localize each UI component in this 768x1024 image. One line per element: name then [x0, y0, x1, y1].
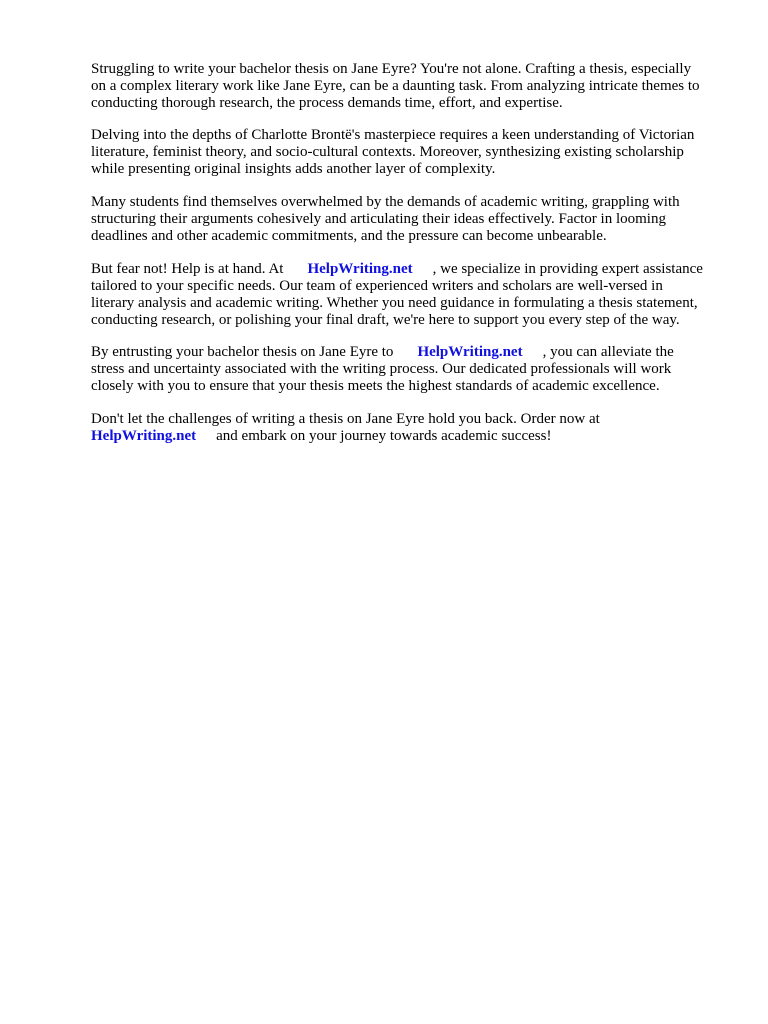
paragraph-help [91, 261, 741, 329]
text-line: closely with you to ensure that your thesis meets the highest standards of academic excellence. [91, 378, 660, 394]
text-line: literary analysis and academic writing. Whether you need guidance in formulating a thesis statement, [91, 295, 698, 311]
text-line: literature, feminist theory, and socio-cultural contexts. Moreover, synthesizing existing scholarship [91, 144, 684, 160]
text-line: conducting thorough research, the process demands time, effort, and expertise. [91, 95, 563, 111]
text-line: stress and uncertainty associated with the writing process. Our dedicated professionals will work [91, 361, 672, 377]
paragraph-intro [91, 61, 741, 112]
text-line: tailored to your specific needs. Our team of experienced writers and scholars are well-versed in [91, 278, 663, 294]
text-line: deadlines and other academic commitments, and the pressure can become unbearable. [91, 228, 607, 244]
text-line [91, 428, 741, 445]
text-line: Don't let the challenges of writing a thesis on Jane Eyre hold you back. Order now at [91, 411, 600, 427]
text-line: on a complex literary work like Jane Eyre, can be a daunting task. From analyzing intricate themes to [91, 78, 700, 94]
paragraph-overwhelmed [91, 194, 741, 245]
text-segment: , we specialize in providing expert assistance [432, 261, 703, 277]
paragraph-entrusting [91, 344, 741, 395]
text-line: structuring their arguments cohesively and articulating their ideas effectively. Factor in looming [91, 211, 666, 227]
text-line: Many students find themselves overwhelmed by the demands of academic writing, grappling with [91, 194, 680, 210]
paragraph-order-now [91, 411, 741, 445]
text-segment: But fear not! Help is at hand. At [91, 261, 284, 277]
text-segment: By entrusting your bachelor thesis on Jane Eyre to [91, 344, 394, 360]
text-line: while presenting original insights adds another layer of complexity. [91, 161, 496, 177]
paragraph-bronte [91, 127, 741, 178]
text-segment: , you can alleviate the [542, 344, 674, 360]
helpwriting-link[interactable]: HelpWriting.net [307, 261, 413, 277]
text-line: Delving into the depths of Charlotte Brontë's masterpiece requires a keen understanding of Victorian [91, 127, 695, 143]
text-line [91, 344, 741, 361]
text-line: Struggling to write your bachelor thesis on Jane Eyre? You're not alone. Crafting a thesis, especially [91, 61, 692, 77]
text-line: conducting research, or polishing your final draft, we're here to support you every step of the way. [91, 312, 680, 328]
text-line [91, 261, 741, 278]
text-segment: and embark on your journey towards academic success! [216, 428, 552, 444]
helpwriting-link[interactable]: HelpWriting.net [91, 428, 197, 444]
helpwriting-link[interactable]: HelpWriting.net [417, 344, 523, 360]
